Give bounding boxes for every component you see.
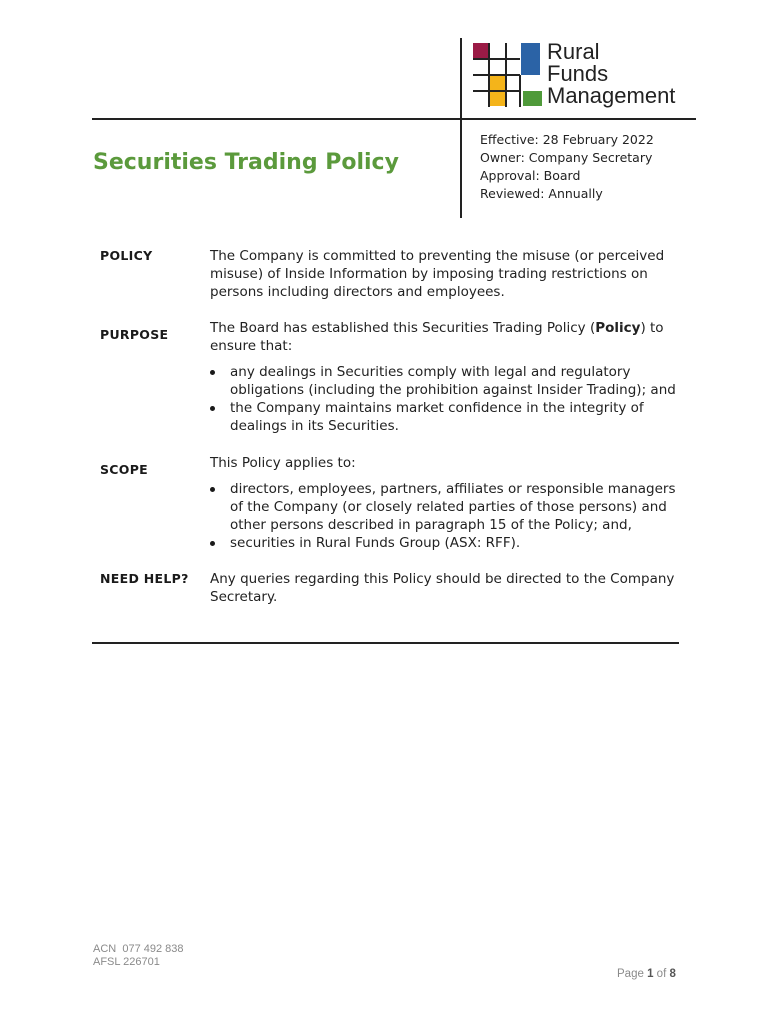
section-label-scope: SCOPE <box>100 462 149 477</box>
policy-text: The Company is committed to preventing the misuse (or perceived misuse) of Inside Information by imposing trading restrictions on persons including directors and employees. <box>210 248 665 300</box>
list-item: any dealings in Securities comply with legal and regulatory obligations (including the prohibition against Insider Trading); and <box>230 363 690 399</box>
purpose-list <box>210 363 690 435</box>
meta-owner: Owner: Company Secretary <box>480 150 653 165</box>
policy-meta <box>480 131 654 203</box>
meta-approval: Approval: Board <box>480 168 581 183</box>
purpose-intro: The Board has established this Securities Trading Policy (Policy) to ensure that: <box>210 320 664 354</box>
logo-line-1: Rural <box>547 39 600 64</box>
header-vertical-divider <box>460 38 462 218</box>
list-item: securities in Rural Funds Group (ASX: RFF). <box>230 534 690 552</box>
logo-square-maroon <box>473 43 489 59</box>
list-item: the Company maintains market confidence in the integrity of dealings in its Securities. <box>230 399 690 435</box>
scope-intro: This Policy applies to: <box>210 455 356 471</box>
footer-acn: ACN 077 492 838 <box>93 943 184 955</box>
footer-registration <box>93 943 184 969</box>
current-page: 1 <box>647 968 654 980</box>
section-label-policy: POLICY <box>100 248 153 263</box>
meta-effective: Effective: 28 February 2022 <box>480 132 654 147</box>
total-pages: 8 <box>669 968 676 980</box>
logo-line-3: Management <box>547 83 676 108</box>
logo-square-green <box>523 91 542 106</box>
section-body-policy <box>210 247 690 301</box>
section-body-scope <box>210 454 690 552</box>
scope-list <box>210 480 690 552</box>
help-text: Any queries regarding this Policy should be directed to the Company Secretary. <box>210 571 675 605</box>
section-body-help <box>210 570 690 606</box>
section-label-purpose: PURPOSE <box>100 327 169 342</box>
list-item: directors, employees, partners, affiliates or responsible managers of the Company (or closely related parties of those persons) and other persons described in paragraph 15 of the Policy; and, <box>230 480 690 534</box>
rural-funds-logo-mark <box>473 43 543 107</box>
logo-square-blue <box>521 43 540 75</box>
header-horizontal-divider <box>92 118 696 120</box>
logo-line-2: Funds <box>547 61 609 86</box>
footer-afsl: AFSL 226701 <box>93 956 160 968</box>
page-number: Page 1 of 8 <box>617 968 676 980</box>
summary-bottom-divider <box>92 642 679 644</box>
meta-reviewed: Reviewed: Annually <box>480 186 603 201</box>
page-title: Securities Trading Policy <box>93 150 399 175</box>
logo-wordmark <box>547 41 675 107</box>
section-body-purpose <box>210 319 690 435</box>
policy-defined-term: Policy <box>595 320 641 336</box>
section-label-help: NEED HELP? <box>100 571 189 586</box>
